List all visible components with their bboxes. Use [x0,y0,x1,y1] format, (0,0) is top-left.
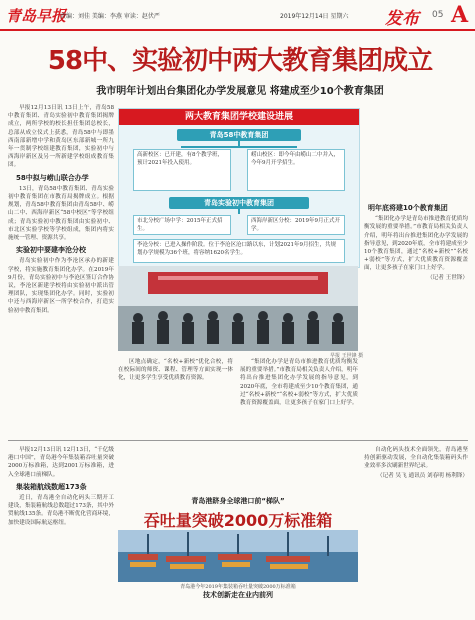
story2-tail-title: 技术创新走在业内前列 [203,591,273,599]
group1-left-box [133,149,231,191]
story2-byline: （记者 吴飞 通讯员 刘春明 杨利锋） [376,472,468,479]
story2-section-body: 近日，青岛港全自动化码头三期开工建设，集装箱航线总数超过173条，其中外贸航线135条。青岛港不断优化营商环境，加快建设国际航运枢纽。 [8,495,114,526]
section3-body: “集团化办学是青岛市推进教育优质均衡发展的重要举措。”市教育局相关负责人介绍，明年将出台推进集团化办学发展的指导意见，到2020年底，全市将建成至少10个教育集团，通过“名校+新校”“名校+弱校”等方式，扩大优质教育资源覆盖面，让更多孩子在家门口上好学。 [364,216,468,272]
page-letter: A [451,2,469,28]
middle-column-text [118,358,233,384]
story2-lede: 早报12月13日讯 12月13日，“千亿级港口中国”，青岛港今年集装箱吞吐量突破2000万标准箱，达到2001万标准箱，进入全球港口前梯队。 [8,447,114,478]
right-column [364,104,468,283]
connector [181,146,297,148]
group2-bottom-text: 李沧分校：已进入操作阶段。位于李沧区沧口路以东，计划2021年9月招生，共规划办学规模为36个班，将容纳1620名学生。 [137,242,336,256]
middle-right-text [240,358,358,408]
sub-headline: 我市明年计划出台集团化办学发展意见 将建成至少10个教育集团 [96,86,384,97]
left-column [8,104,114,316]
group1-label: 青岛58中教育集团 [177,129,301,141]
section-name: 发布 [385,9,419,29]
school-progress-diagram [118,108,360,268]
group1-left-text: 高新校区：已开建，有8个教学班，预计2021年投入使用。 [137,152,224,166]
header-rule [0,29,475,31]
group2-left-text: 市北分校广场中学：2015年正式招生。 [137,218,223,232]
story2-bottom-text [118,591,358,599]
page-number: 05 [432,10,444,20]
section1-title: 58中拟与崂山联合办学 [16,173,89,182]
story2-left-column [8,446,114,528]
story2-kicker: 青岛港跻身全球港口前“梯队” [191,497,285,505]
story2-tail-body: 自动化码头技术全面领先，青岛港坚持创新驱动发展，全自动化集装箱码头作业效率多次刷新世界纪录。 [364,447,468,470]
port-photo-drawing [118,530,358,582]
group2-label: 青岛实验初中教育集团 [169,197,309,209]
port-photo [118,530,358,582]
section2-body: 青岛实验初中作为李沧区承办的新建学校，将实施教育集团化办学。在2019年9月份，青岛实验初中与李沧区签订合作协议，李沧区新建学校将由实验初中派出管理团队，实现集团化办学。同时，实验初中还与西海岸新区一所学校合作，打造实验初中教育集团。 [8,258,114,314]
group2-right-box [247,215,345,235]
story2-headline: 吞吐量突破2000万标准箱 [143,511,333,530]
section1-body: 13日，青岛58中教育集团、青岛实验初中教育集团在市教育局揭牌成立。根据规划，青岛58中教育集团由青岛58中、崂山二中、西海岸新区“58中校区”等学校组成；青岛实验初中教育集团由实验初中、市北区实验学校等学校组成，集团内将实施统一管理、资源共享。 [8,185,114,242]
diagram-title: 两大教育集团学校建设进展 [119,109,359,125]
story2-section-title: 集装箱航线数超173条 [16,482,87,491]
group1-right-text: 崂山校区：即今年由崂山二中并入，今年9月开学招生。 [251,152,340,166]
connector [238,209,240,214]
article-lede: 早报12月13日讯 13日上午，青岛58中教育集团、青岛实验初中教育集团揭牌成立，两所学校的校长担任集团总校长，总部从成立仪式上获悉，青岛58中与即墨西南部新增中学和黄岛区东部新城一所九年一贯制学校组建教育集团，实验初中与西海岸新区及另一所新建学校组成教育集团。 [8,105,114,169]
middle-body: 区地点确定，“名校+新校”优化合校，将在校际间的师资、课程、管理等方面实现一体化，让更多学生享受优质教育资源。 [118,359,233,382]
editor-credits: 责编：刘佳 美编：李燕 审读：赵伏严 [60,13,160,20]
main-headline: 58中、实验初中两大教育集团成立 [47,46,433,76]
photo-credit: 早报 王世锋 摄 [330,353,364,359]
group2-left-box [133,215,231,235]
section2-title: 实验初中要建李沧分校 [16,246,86,255]
story-divider [8,440,468,441]
story2-right-column [364,446,468,481]
issue-date: 2019年12月14日 星期六 [280,13,349,20]
group2-bottom-box [133,239,345,263]
masthead: 青岛早报 [6,7,67,25]
middle-right-body: “集团化办学是青岛市推进教育优质均衡发展的重要举措。”市教育局相关负责人介绍，明年将出台推进集团化办学发展的指导意见，到2020年底，全市将建成至少10个教育集团，通过“名校+新校”“名校+弱校”等方式，扩大优质教育资源覆盖面，让更多孩子在家门口上好学。 [240,359,358,407]
group2-right-text: 西海岸新区分校：2019年9月正式开学。 [251,218,340,232]
port-photo-caption: 青岛港今年2019年集装箱吞吐量突破2000万标准箱 [180,584,296,590]
group1-right-box [247,149,345,191]
section3-title: 明年底将建10个教育集团 [368,204,448,212]
ceremony-photo-drawing [118,266,358,351]
ceremony-photo [118,266,358,351]
byline: （记者 王世锋） [427,274,468,281]
